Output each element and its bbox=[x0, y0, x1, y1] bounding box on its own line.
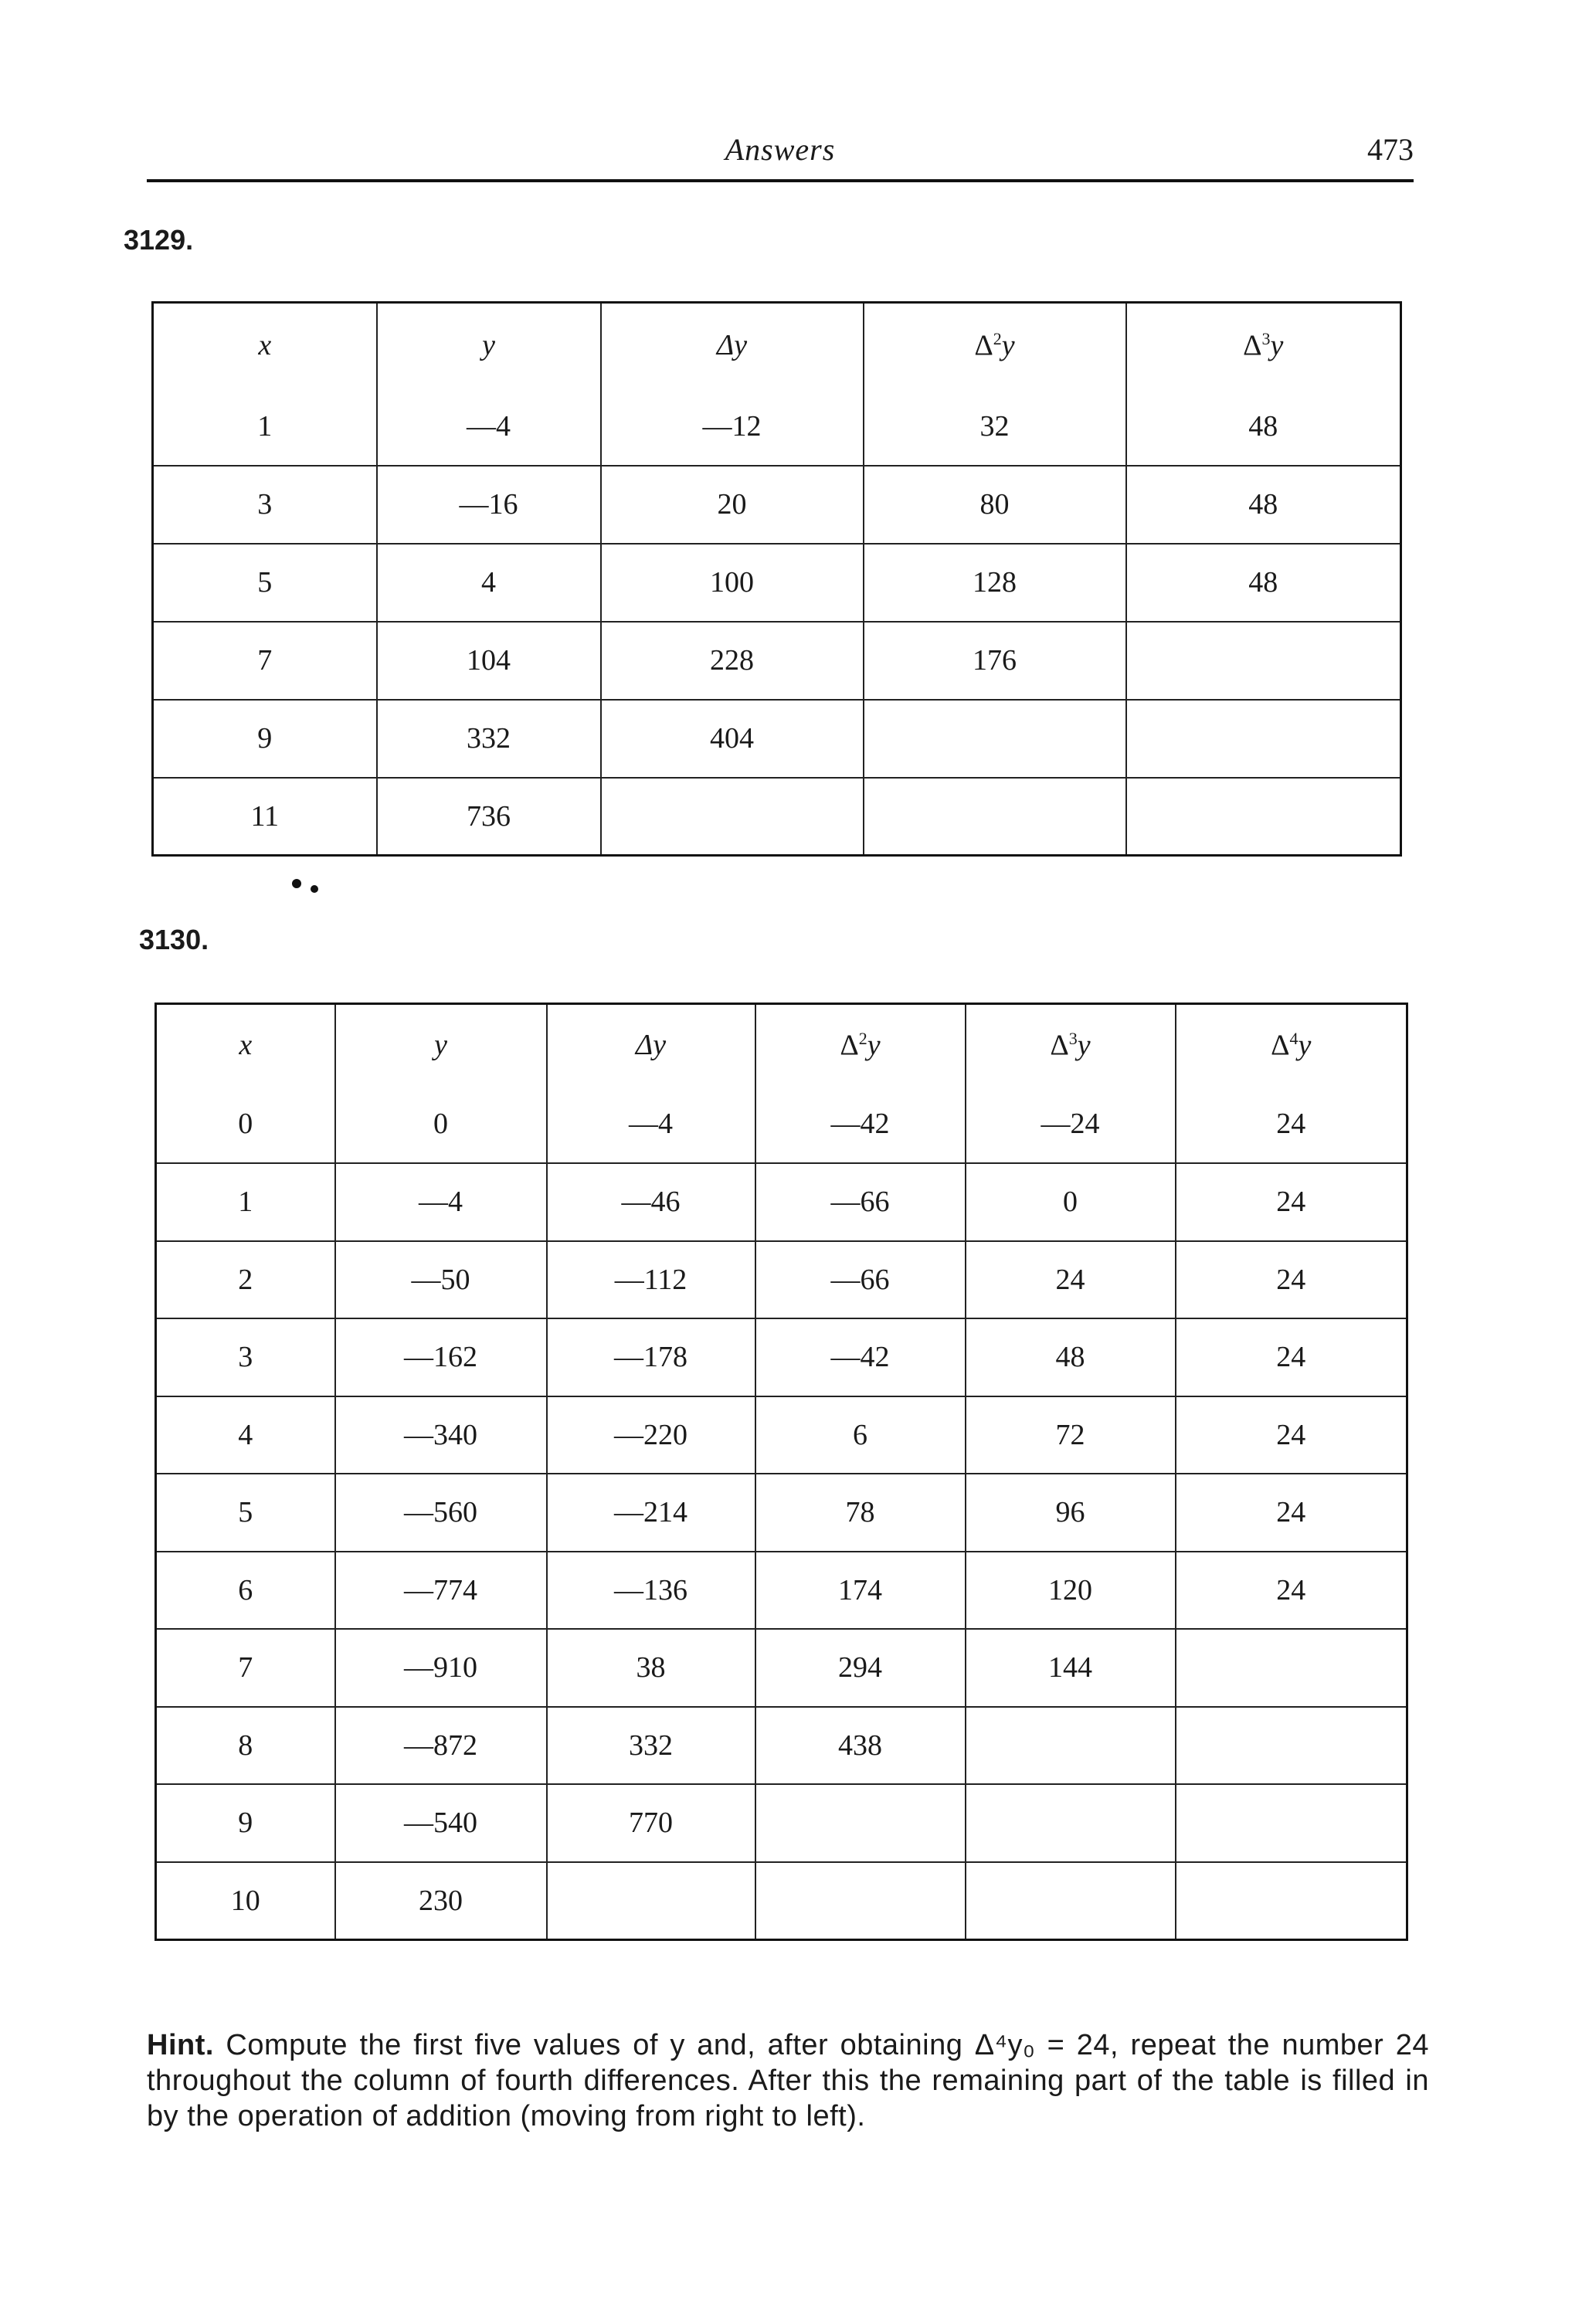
difference-order: 2 bbox=[858, 1028, 867, 1048]
table-cell: 24 bbox=[1176, 1474, 1407, 1552]
table-cell: 144 bbox=[966, 1629, 1176, 1707]
table-row bbox=[156, 1552, 1407, 1630]
difference-order: 3 bbox=[1068, 1028, 1078, 1048]
table-cell: —872 bbox=[335, 1707, 547, 1785]
table-cell: —4 bbox=[547, 1086, 755, 1164]
table-cell bbox=[1126, 778, 1401, 856]
delta-symbol: Δ bbox=[1243, 329, 1262, 362]
table-cell: —46 bbox=[547, 1163, 755, 1241]
table-cell: 174 bbox=[755, 1552, 966, 1630]
difference-table-3129 bbox=[151, 301, 1402, 857]
table-cell bbox=[1176, 1629, 1407, 1707]
table-cell bbox=[755, 1862, 966, 1940]
table-cell: —340 bbox=[335, 1396, 547, 1474]
header-row bbox=[156, 1004, 1407, 1086]
hint-text: Compute the first five values of y and, after obtaining Δ⁴y₀ = 24, repeat the number 24 throughout the column of fourth differences. After this the remaining part of the table is filled in by the operation of addition (moving from right to left). bbox=[147, 2029, 1429, 2132]
table-cell: 72 bbox=[966, 1396, 1176, 1474]
page-header bbox=[147, 131, 1414, 182]
table-cell: 228 bbox=[601, 622, 864, 700]
variable-symbol: y bbox=[434, 1029, 447, 1062]
table-cell: 5 bbox=[153, 544, 377, 622]
table-row bbox=[156, 1163, 1407, 1241]
table-cell: —540 bbox=[335, 1784, 547, 1862]
hint-label: Hint. bbox=[147, 2029, 214, 2061]
variable-symbol: Δy bbox=[716, 329, 748, 362]
table-row bbox=[156, 1396, 1407, 1474]
table-row bbox=[156, 1086, 1407, 1164]
table-row bbox=[156, 1318, 1407, 1396]
variable-symbol: y bbox=[1077, 1029, 1091, 1062]
variable-symbol: y bbox=[1298, 1029, 1312, 1062]
table-cell: 332 bbox=[377, 700, 601, 778]
variable-symbol: y bbox=[1001, 329, 1015, 362]
table-cell: 32 bbox=[864, 388, 1126, 466]
table-cell: 3 bbox=[153, 466, 377, 544]
column-header bbox=[377, 303, 601, 388]
table-cell: 100 bbox=[601, 544, 864, 622]
table-cell: —16 bbox=[377, 466, 601, 544]
table-cell: 48 bbox=[1126, 388, 1401, 466]
table-cell: 7 bbox=[153, 622, 377, 700]
table-cell: —42 bbox=[755, 1318, 966, 1396]
table-cell: 24 bbox=[1176, 1163, 1407, 1241]
column-header bbox=[755, 1004, 966, 1086]
page-number: 473 bbox=[1367, 132, 1414, 167]
table-cell: —162 bbox=[335, 1318, 547, 1396]
table-cell: —66 bbox=[755, 1163, 966, 1241]
table-cell bbox=[1176, 1784, 1407, 1862]
table-cell: 3 bbox=[156, 1318, 335, 1396]
table-cell bbox=[601, 778, 864, 856]
column-header bbox=[335, 1004, 547, 1086]
table-cell: 0 bbox=[335, 1086, 547, 1164]
table-cell: —112 bbox=[547, 1241, 755, 1319]
table-cell: 24 bbox=[966, 1241, 1176, 1319]
table-cell: 6 bbox=[755, 1396, 966, 1474]
difference-order: 4 bbox=[1289, 1028, 1299, 1048]
variable-symbol: x bbox=[239, 1029, 253, 1062]
table-cell: 332 bbox=[547, 1707, 755, 1785]
table-row bbox=[153, 466, 1401, 544]
table-cell: 0 bbox=[966, 1163, 1176, 1241]
running-title: Answers bbox=[725, 132, 836, 167]
column-header bbox=[547, 1004, 755, 1086]
column-header bbox=[1126, 303, 1401, 388]
table-cell: 24 bbox=[1176, 1241, 1407, 1319]
table-cell: 96 bbox=[966, 1474, 1176, 1552]
variable-symbol: Δy bbox=[635, 1029, 667, 1062]
table-cell: 404 bbox=[601, 700, 864, 778]
table-cell: 176 bbox=[864, 622, 1126, 700]
table-cell: —774 bbox=[335, 1552, 547, 1630]
table-cell: 7 bbox=[156, 1629, 335, 1707]
table-cell: 770 bbox=[547, 1784, 755, 1862]
table-cell: —214 bbox=[547, 1474, 755, 1552]
table-cell: 128 bbox=[864, 544, 1126, 622]
table-row bbox=[153, 388, 1401, 466]
column-header bbox=[153, 303, 377, 388]
table-cell: 48 bbox=[966, 1318, 1176, 1396]
column-header bbox=[966, 1004, 1176, 1086]
table-cell: 9 bbox=[153, 700, 377, 778]
table-cell: —178 bbox=[547, 1318, 755, 1396]
table-cell: 438 bbox=[755, 1707, 966, 1785]
problem-number-3130: 3130. bbox=[139, 924, 209, 955]
variable-symbol: y bbox=[867, 1029, 881, 1062]
table-row bbox=[156, 1784, 1407, 1862]
table-cell: 0 bbox=[238, 1108, 253, 1141]
table-cell: —910 bbox=[335, 1629, 547, 1707]
table-cell: 294 bbox=[755, 1629, 966, 1707]
table-cell: 24 bbox=[1176, 1086, 1407, 1164]
table-cell: 4 bbox=[377, 544, 601, 622]
table-cell: 104 bbox=[377, 622, 601, 700]
table-row bbox=[156, 1241, 1407, 1319]
table-cell bbox=[864, 700, 1126, 778]
variable-symbol: x bbox=[258, 329, 272, 362]
table-cell: 24 bbox=[1176, 1318, 1407, 1396]
table-cell: —66 bbox=[755, 1241, 966, 1319]
table-cell: 24 bbox=[1176, 1396, 1407, 1474]
table-cell: —50 bbox=[335, 1241, 547, 1319]
table-cell: 48 bbox=[1126, 466, 1401, 544]
table-row bbox=[156, 1707, 1407, 1785]
table-cell: 48 bbox=[1126, 544, 1401, 622]
difference-order: 2 bbox=[993, 328, 1002, 348]
table-row bbox=[156, 1862, 1407, 1940]
table-cell: 1 bbox=[156, 1163, 335, 1241]
delta-symbol: Δ bbox=[1050, 1029, 1069, 1062]
table-cell bbox=[1176, 1862, 1407, 1940]
table-cell: 11 bbox=[153, 778, 377, 856]
table-cell: —4 bbox=[335, 1163, 547, 1241]
table-cell bbox=[864, 778, 1126, 856]
delta-symbol: Δ bbox=[1271, 1029, 1290, 1062]
table-cell: 8 bbox=[156, 1707, 335, 1785]
table-cell bbox=[1126, 622, 1401, 700]
table-cell: 1 bbox=[257, 409, 273, 443]
table-row bbox=[153, 544, 1401, 622]
table-cell: 2 bbox=[156, 1241, 335, 1319]
table-cell: 20 bbox=[601, 466, 864, 544]
table-row bbox=[156, 1474, 1407, 1552]
variable-symbol: y bbox=[482, 329, 495, 362]
delta-symbol: Δ bbox=[974, 329, 993, 362]
column-header bbox=[156, 1004, 335, 1086]
table-cell: 6 bbox=[156, 1552, 335, 1630]
table-cell bbox=[547, 1862, 755, 1940]
table-cell: —560 bbox=[335, 1474, 547, 1552]
table-cell: 5 bbox=[156, 1474, 335, 1552]
table-cell: 4 bbox=[156, 1396, 335, 1474]
difference-table-3130 bbox=[154, 1003, 1408, 1941]
table-cell: —42 bbox=[755, 1086, 966, 1164]
table-cell bbox=[966, 1862, 1176, 1940]
table-cell: —12 bbox=[601, 388, 864, 466]
column-header bbox=[601, 303, 864, 388]
table-cell: 78 bbox=[755, 1474, 966, 1552]
variable-symbol: y bbox=[1270, 329, 1284, 362]
column-header bbox=[1176, 1004, 1407, 1086]
difference-order: 3 bbox=[1261, 328, 1271, 348]
table-cell: —220 bbox=[547, 1396, 755, 1474]
table-cell: 9 bbox=[156, 1784, 335, 1862]
table-cell: 10 bbox=[156, 1862, 335, 1940]
table-cell: 120 bbox=[966, 1552, 1176, 1630]
header-row bbox=[153, 303, 1401, 388]
ink-dot bbox=[311, 885, 318, 893]
column-header bbox=[864, 303, 1126, 388]
problem-number-3129: 3129. bbox=[124, 224, 194, 256]
table-row bbox=[153, 778, 1401, 856]
table-cell bbox=[755, 1784, 966, 1862]
table-cell: 230 bbox=[335, 1862, 547, 1940]
table-cell: —24 bbox=[966, 1086, 1176, 1164]
table-row bbox=[153, 700, 1401, 778]
table-row bbox=[153, 622, 1401, 700]
ink-dot bbox=[292, 879, 301, 888]
delta-symbol: Δ bbox=[840, 1029, 859, 1062]
table-cell bbox=[966, 1707, 1176, 1785]
table-cell: —136 bbox=[547, 1552, 755, 1630]
table-cell: 736 bbox=[377, 778, 601, 856]
table-cell: 24 bbox=[1176, 1552, 1407, 1630]
table-cell bbox=[1176, 1707, 1407, 1785]
table-cell bbox=[966, 1784, 1176, 1862]
table-cell bbox=[1126, 700, 1401, 778]
table-cell: 80 bbox=[864, 466, 1126, 544]
table-cell: 38 bbox=[547, 1629, 755, 1707]
hint-paragraph bbox=[147, 2027, 1429, 2134]
table-cell: —4 bbox=[377, 388, 601, 466]
table-row bbox=[156, 1629, 1407, 1707]
